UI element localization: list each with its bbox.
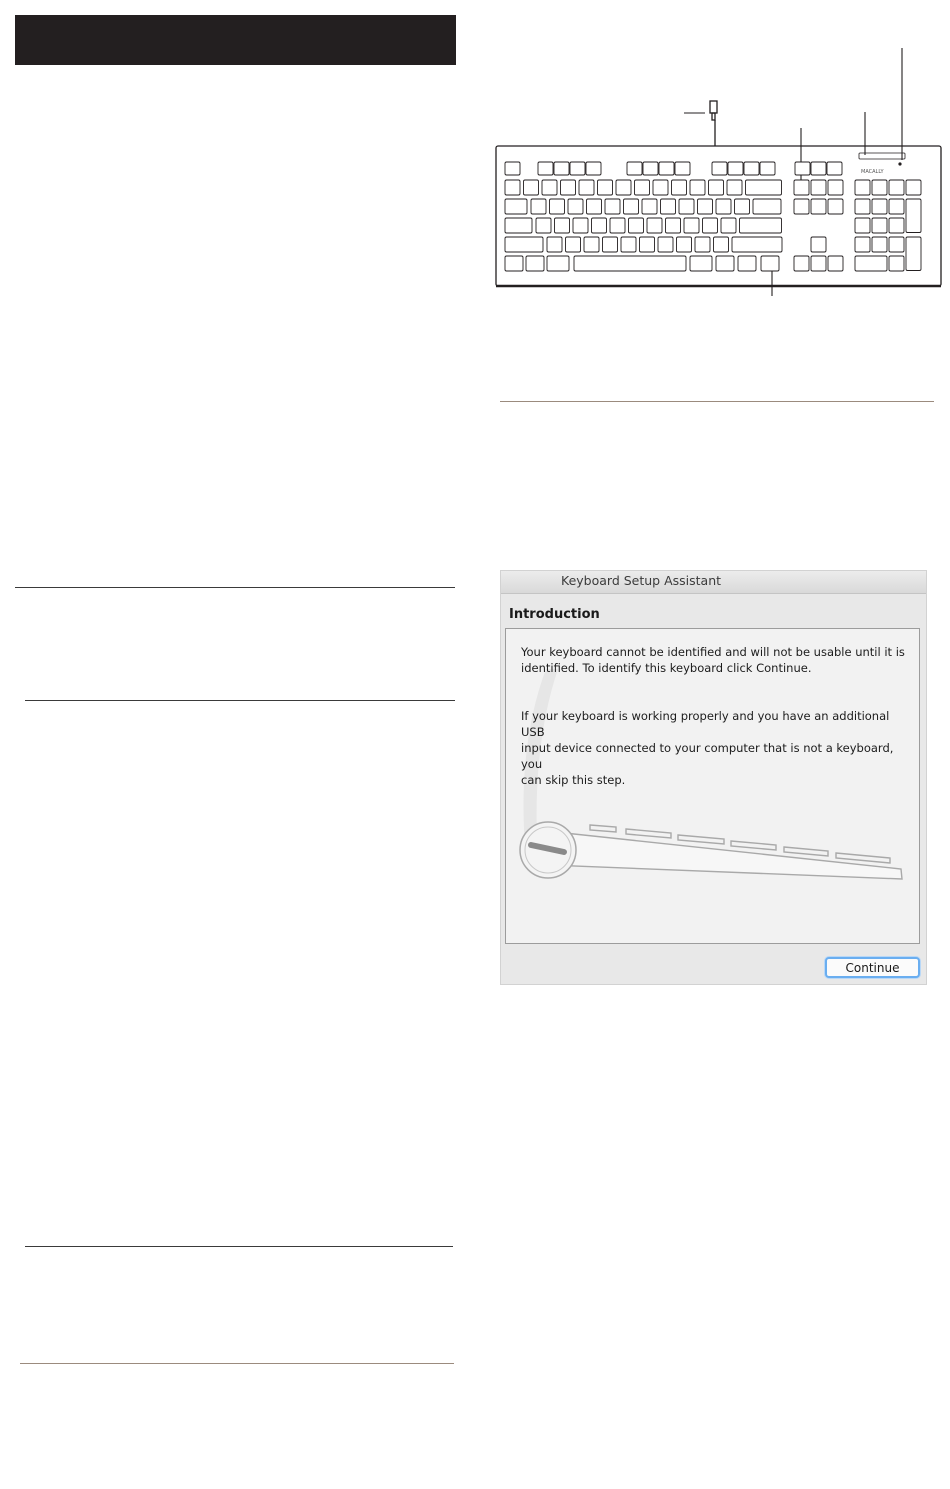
keyboard-key	[584, 237, 599, 252]
keyboard-key	[598, 180, 613, 195]
keyboard-key	[740, 218, 782, 233]
keyboard-key	[573, 218, 588, 233]
keyboard-key	[587, 199, 602, 214]
keyboard-key	[811, 256, 826, 271]
keyboard-key	[542, 180, 557, 195]
dialog-window-title: Keyboard Setup Assistant	[561, 573, 722, 588]
keyboard-key	[794, 199, 809, 214]
keyboard-key	[889, 237, 904, 252]
dialog-content-panel	[505, 628, 920, 944]
keyboard-key	[761, 256, 779, 271]
keyboard-key	[658, 237, 673, 252]
keyboard-key	[714, 237, 729, 252]
keyboard-key	[794, 256, 809, 271]
keyboard-key	[570, 162, 585, 175]
keyboard-key	[727, 180, 742, 195]
keyboard-key	[605, 199, 620, 214]
keyboard-key	[531, 199, 546, 214]
keyboard-key	[709, 180, 724, 195]
keyboard-key	[872, 180, 887, 195]
keyboard-key	[695, 237, 710, 252]
keyboard-key	[561, 180, 576, 195]
keyboard-key	[728, 162, 743, 175]
keyboard-key	[554, 162, 569, 175]
keyboard-key	[703, 218, 718, 233]
keyboard-key	[550, 199, 565, 214]
intro-line: identified. To identify this keyboard click Continue.	[521, 661, 812, 675]
keyboard-key	[811, 237, 826, 252]
keyboard-key	[738, 256, 756, 271]
keyboard-diagram	[490, 40, 945, 310]
keyboard-key	[603, 237, 618, 252]
keyboard-key	[828, 199, 843, 214]
keyboard-key	[872, 199, 887, 214]
keyboard-key	[855, 218, 870, 233]
skip-line: If your keyboard is working properly and you have an additional USB	[521, 709, 890, 739]
keyboard-key	[629, 218, 644, 233]
keyboard-setup-dialog	[500, 570, 927, 985]
dialog-titlebar[interactable]	[501, 571, 926, 594]
keyboard-key	[505, 199, 527, 214]
keyboard-key	[672, 180, 687, 195]
keyboard-key	[643, 162, 658, 175]
keyboard-key	[795, 162, 810, 175]
skip-line: input device connected to your computer that is not a keyboard, you	[521, 741, 894, 771]
keyboard-key	[579, 180, 594, 195]
brand-label: MACALLY	[861, 169, 884, 175]
keyboard-key	[568, 199, 583, 214]
usb-plug	[710, 101, 717, 113]
keyboard-key	[538, 162, 553, 175]
keyboard-key	[659, 162, 674, 175]
keyboard-key	[505, 162, 520, 175]
keyboard-key	[574, 256, 686, 271]
section-divider	[15, 587, 455, 588]
keyboard-key	[716, 199, 731, 214]
keyboard-key	[906, 180, 921, 195]
keyboard-key	[679, 199, 694, 214]
section-divider	[25, 1246, 453, 1247]
keyboard-key	[526, 256, 544, 271]
keyboard-key	[610, 218, 625, 233]
keyboard-key	[855, 199, 870, 214]
keyboard-key	[592, 218, 607, 233]
keyboard-key	[547, 256, 569, 271]
keyboard-key	[811, 199, 826, 214]
keyboard-key	[505, 256, 523, 271]
keyboard-key	[627, 162, 642, 175]
section-divider	[25, 700, 455, 701]
keyboard-key	[698, 199, 713, 214]
keyboard-key	[666, 218, 681, 233]
keyboard-key	[889, 256, 904, 271]
keyboard-key	[744, 162, 759, 175]
keyboard-key	[661, 199, 676, 214]
keyboard-key	[811, 162, 826, 175]
keyboard-key	[855, 180, 870, 195]
keyboard-key	[811, 180, 826, 195]
keyboard-key	[828, 256, 843, 271]
keyboard-key	[872, 237, 887, 252]
keyboard-key	[505, 218, 532, 233]
keyboard-key	[690, 256, 712, 271]
keyboard-key	[616, 180, 631, 195]
section-divider	[500, 401, 934, 402]
keyboard-key	[624, 199, 639, 214]
media-bar	[859, 153, 905, 165]
skip-line: can skip this step.	[521, 773, 626, 787]
keyboard-key	[684, 218, 699, 233]
keyboard-key	[828, 180, 843, 195]
keyboard-key	[647, 218, 662, 233]
keyboard-key	[712, 162, 727, 175]
keyboard-key	[827, 162, 842, 175]
keyboard-key	[753, 199, 781, 214]
keyboard-key	[872, 218, 887, 233]
keyboard-key	[794, 180, 809, 195]
keyboard-key	[505, 180, 520, 195]
keyboard-key	[586, 162, 601, 175]
keyboard-key	[906, 199, 921, 233]
keyboard-key	[906, 237, 921, 271]
keyboard-key	[566, 237, 581, 252]
keyboard-key	[621, 237, 636, 252]
keyboard-key	[746, 180, 782, 195]
keyboard-key	[716, 256, 734, 271]
keyboard-key	[855, 256, 887, 271]
section-title-bar	[15, 15, 456, 65]
keyboard-key	[536, 218, 551, 233]
keyboard-key	[855, 237, 870, 252]
keyboard-key	[635, 180, 650, 195]
keyboard-key	[677, 237, 692, 252]
keyboard-key	[675, 162, 690, 175]
continue-button[interactable]: Continue	[825, 957, 920, 978]
keyboard-key	[735, 199, 750, 214]
keyboard-key	[889, 180, 904, 195]
keyboard-key	[889, 199, 904, 214]
keyboard-key	[524, 180, 539, 195]
keyboard-key	[889, 218, 904, 233]
section-divider	[20, 1363, 454, 1364]
keyboard-key	[690, 180, 705, 195]
keyboard-key	[732, 237, 782, 252]
keyboard-key	[555, 218, 570, 233]
dialog-heading: Introduction	[509, 607, 600, 622]
keyboard-key	[642, 199, 657, 214]
keyboard-key	[505, 237, 543, 252]
intro-line: Your keyboard cannot be identified and will not be usable until it is	[521, 645, 905, 659]
keyboard-key	[547, 237, 562, 252]
keyboard-key	[760, 162, 775, 175]
keyboard-key	[653, 180, 668, 195]
keyboard-key	[721, 218, 736, 233]
keyboard-key	[640, 237, 655, 252]
